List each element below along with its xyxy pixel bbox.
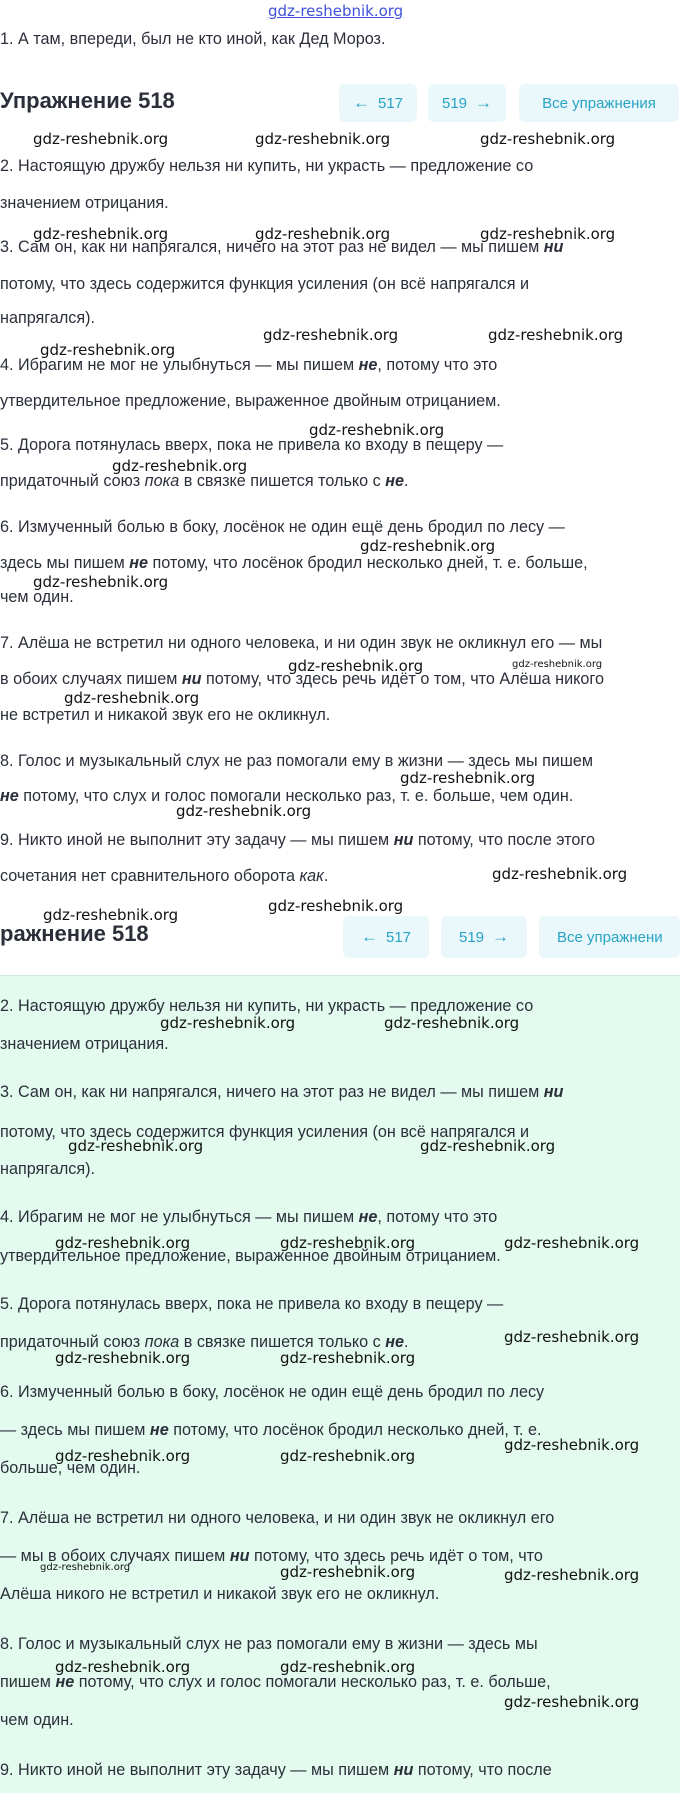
- watermark: gdz-reshebnik.org: [280, 1234, 416, 1252]
- answer-9-line-2: сочетания нет сравнительного оборота как.: [0, 867, 329, 885]
- all-exercises-label: Все упражнения: [542, 94, 656, 112]
- watermark: gdz-reshebnik.org: [288, 657, 424, 675]
- watermark: gdz-reshebnik.org: [492, 865, 628, 883]
- watermark: gdz-reshebnik.org: [268, 897, 404, 915]
- panel-answer-6-line-1: 6. Измученный болью в боку, лосёнок не один ещё день бродил по лесу: [0, 1383, 545, 1401]
- prev-exercise-label: 517: [377, 94, 404, 112]
- panel-answer-5-line-1: 5. Дорога потянулась вверх, пока не привела ко входу в пещеру —: [0, 1295, 504, 1313]
- panel-answer-8-line-1: 8. Голос и музыкальный слух не раз помогали ему в жизни — здесь мы: [0, 1635, 538, 1653]
- panel-answer-4-line-1: 4. Ибрагим не мог не улыбнуться — мы пишем не, потому что это: [0, 1208, 498, 1226]
- watermark: gdz-reshebnik.org: [280, 1349, 416, 1367]
- watermark: gdz-reshebnik.org: [400, 769, 536, 787]
- watermark: gdz-reshebnik.org: [55, 1234, 191, 1252]
- watermark: gdz-reshebnik.org: [176, 802, 312, 820]
- watermark: gdz-reshebnik.org: [280, 1658, 416, 1676]
- next-exercise-button[interactable]: [428, 84, 506, 122]
- answer-4-line-1: 4. Ибрагим не мог не улыбнуться — мы пишем не, потому что это: [0, 356, 498, 374]
- answer-5-line-1: 5. Дорога потянулась вверх, пока не привела ко входу в пещеру —: [0, 436, 504, 454]
- watermark: gdz-reshebnik.org: [55, 1349, 191, 1367]
- answer-8-line-1: 8. Голос и музыкальный слух не раз помогали ему в жизни — здесь мы пишем: [0, 752, 594, 770]
- panel-answer-9-line-1: 9. Никто иной не выполнит эту задачу — мы пишем ни потому, что после: [0, 1761, 552, 1779]
- watermark: gdz-reshebnik.org: [112, 457, 248, 475]
- arrow-left-icon: ←: [352, 93, 370, 112]
- answer-2-line-2: значением отрицания.: [0, 194, 169, 212]
- answer-5-line-2: придаточный союз пока в связке пишется только с не.: [0, 472, 409, 490]
- page-title: Упражнение 518: [0, 88, 175, 113]
- panel-answer-2-line-1: 2. Настоящую дружбу нельзя ни купить, ни украсть — предложение со: [0, 997, 534, 1015]
- watermark: gdz-reshebnik.org: [55, 1447, 191, 1465]
- answer-6-line-2: здесь мы пишем не потому, что лосёнок бродил несколько дней, т. е. больше,: [0, 554, 588, 572]
- site-tag-link[interactable]: gdz-reshebnik.org: [268, 2, 404, 20]
- watermark: gdz-reshebnik.org: [160, 1014, 296, 1032]
- sticky-next-label: 519: [458, 928, 485, 946]
- sticky-prev-button[interactable]: [343, 916, 429, 958]
- panel-answer-6-line-2: — здесь мы пишем не потому, что лосёнок бродил несколько дней, т. е.: [0, 1421, 542, 1439]
- panel-answer-4-line-2: утвердительное предложение, выраженное двойным отрицанием.: [0, 1247, 501, 1265]
- watermark: gdz-reshebnik.org: [33, 225, 169, 243]
- sticky-all-exercises-label: Все упражнени: [557, 928, 663, 946]
- next-exercise-label: 519: [441, 94, 468, 112]
- arrow-left-icon: ←: [360, 927, 378, 946]
- panel-answer-8-line-3: чем один.: [0, 1711, 74, 1729]
- answer-2-line-1: 2. Настоящую дружбу нельзя ни купить, ни украсть — предложение со: [0, 157, 534, 175]
- answer-6-line-3: чем один.: [0, 588, 74, 606]
- watermark: gdz-reshebnik.org: [263, 326, 399, 344]
- watermark: gdz-reshebnik.org: [64, 689, 200, 707]
- watermark: gdz-reshebnik.org: [33, 573, 169, 591]
- watermark: gdz-reshebnik.org: [40, 1562, 131, 1573]
- sticky-title: ражнение 518: [0, 921, 149, 946]
- sticky-all-exercises-button[interactable]: [539, 916, 680, 958]
- answer-9-line-1: 9. Никто иной не выполнит эту задачу — мы пишем ни потому, что после этого: [0, 831, 595, 849]
- panel-answer-7-line-3: Алёша никого не встретил и никакой звук его не окликнул.: [0, 1585, 440, 1603]
- answer-8-line-2: не потому, что слух и голос помогали несколько раз, т. е. больше, чем один.: [0, 787, 574, 805]
- arrow-right-icon: →: [475, 93, 493, 112]
- panel-answer-6-line-3: больше, чем один.: [0, 1459, 141, 1477]
- answer-3-line-1: 3. Сам он, как ни напрягался, ничего на этот раз не видел — мы пишем ни: [0, 238, 564, 256]
- answer-3-line-3: напрягался).: [0, 309, 96, 327]
- watermark: gdz-reshebnik.org: [504, 1234, 640, 1252]
- answer-7-line-2: в обоих случаях пишем ни потому, что здесь речь идёт о том, что Алёша никого: [0, 670, 604, 688]
- watermark: gdz-reshebnik.org: [504, 1693, 640, 1711]
- watermark: gdz-reshebnik.org: [488, 326, 624, 344]
- watermark: gdz-reshebnik.org: [504, 1566, 640, 1584]
- all-exercises-button[interactable]: [519, 84, 679, 122]
- intro-line: 1. А там, впереди, был не кто иной, как Дед Мороз.: [0, 30, 386, 48]
- watermark: gdz-reshebnik.org: [68, 1137, 204, 1155]
- sticky-prev-label: 517: [385, 928, 412, 946]
- sticky-next-button[interactable]: [441, 916, 527, 958]
- panel-answer-8-line-2: пишем не потому, что слух и голос помогали несколько раз, т. е. больше,: [0, 1673, 551, 1691]
- panel-answer-7-line-2: — мы в обоих случаях пишем ни потому, что здесь речь идёт о том, что: [0, 1547, 543, 1565]
- watermark: gdz-reshebnik.org: [255, 130, 391, 148]
- panel-answer-3-line-2: потому, что здесь содержится функция усиления (он всё напрягался и: [0, 1123, 530, 1141]
- watermark: gdz-reshebnik.org: [420, 1137, 556, 1155]
- answer-6-line-1: 6. Измученный болью в боку, лосёнок не один ещё день бродил по лесу —: [0, 518, 565, 536]
- watermark: gdz-reshebnik.org: [255, 225, 391, 243]
- watermark: gdz-reshebnik.org: [309, 421, 445, 439]
- watermark: gdz-reshebnik.org: [360, 537, 496, 555]
- watermark: gdz-reshebnik.org: [480, 225, 616, 243]
- prev-exercise-button[interactable]: [339, 84, 417, 122]
- watermark: gdz-reshebnik.org: [40, 341, 176, 359]
- watermark: gdz-reshebnik.org: [384, 1014, 520, 1032]
- watermark: gdz-reshebnik.org: [280, 1563, 416, 1581]
- answer-7-line-3: не встретил и никакой звук его не окликнул.: [0, 706, 331, 724]
- panel-answer-5-line-2: придаточный союз пока в связке пишется только с не.: [0, 1333, 409, 1351]
- watermark: gdz-reshebnik.org: [280, 1447, 416, 1465]
- watermark: gdz-reshebnik.org: [480, 130, 616, 148]
- watermark: gdz-reshebnik.org: [512, 659, 603, 670]
- panel-answer-2-line-2: значением отрицания.: [0, 1035, 169, 1053]
- watermark: gdz-reshebnik.org: [55, 1658, 191, 1676]
- panel-answer-3-line-3: напрягался).: [0, 1160, 96, 1178]
- watermark: gdz-reshebnik.org: [33, 130, 169, 148]
- watermark: gdz-reshebnik.org: [504, 1328, 640, 1346]
- panel-answer-7-line-1: 7. Алёша не встретил ни одного человека, и ни один звук не окликнул его: [0, 1509, 555, 1527]
- watermark: gdz-reshebnik.org: [43, 906, 179, 924]
- answer-7-line-1: 7. Алёша не встретил ни одного человека, и ни один звук не окликнул его — мы: [0, 634, 603, 652]
- watermark: gdz-reshebnik.org: [504, 1436, 640, 1454]
- answer-4-line-2: утвердительное предложение, выраженное двойным отрицанием.: [0, 392, 501, 410]
- panel-answer-3-line-1: 3. Сам он, как ни напрягался, ничего на этот раз не видел — мы пишем ни: [0, 1083, 564, 1101]
- arrow-right-icon: →: [492, 927, 510, 946]
- answer-3-line-2: потому, что здесь содержится функция усиления (он всё напрягался и: [0, 275, 530, 293]
